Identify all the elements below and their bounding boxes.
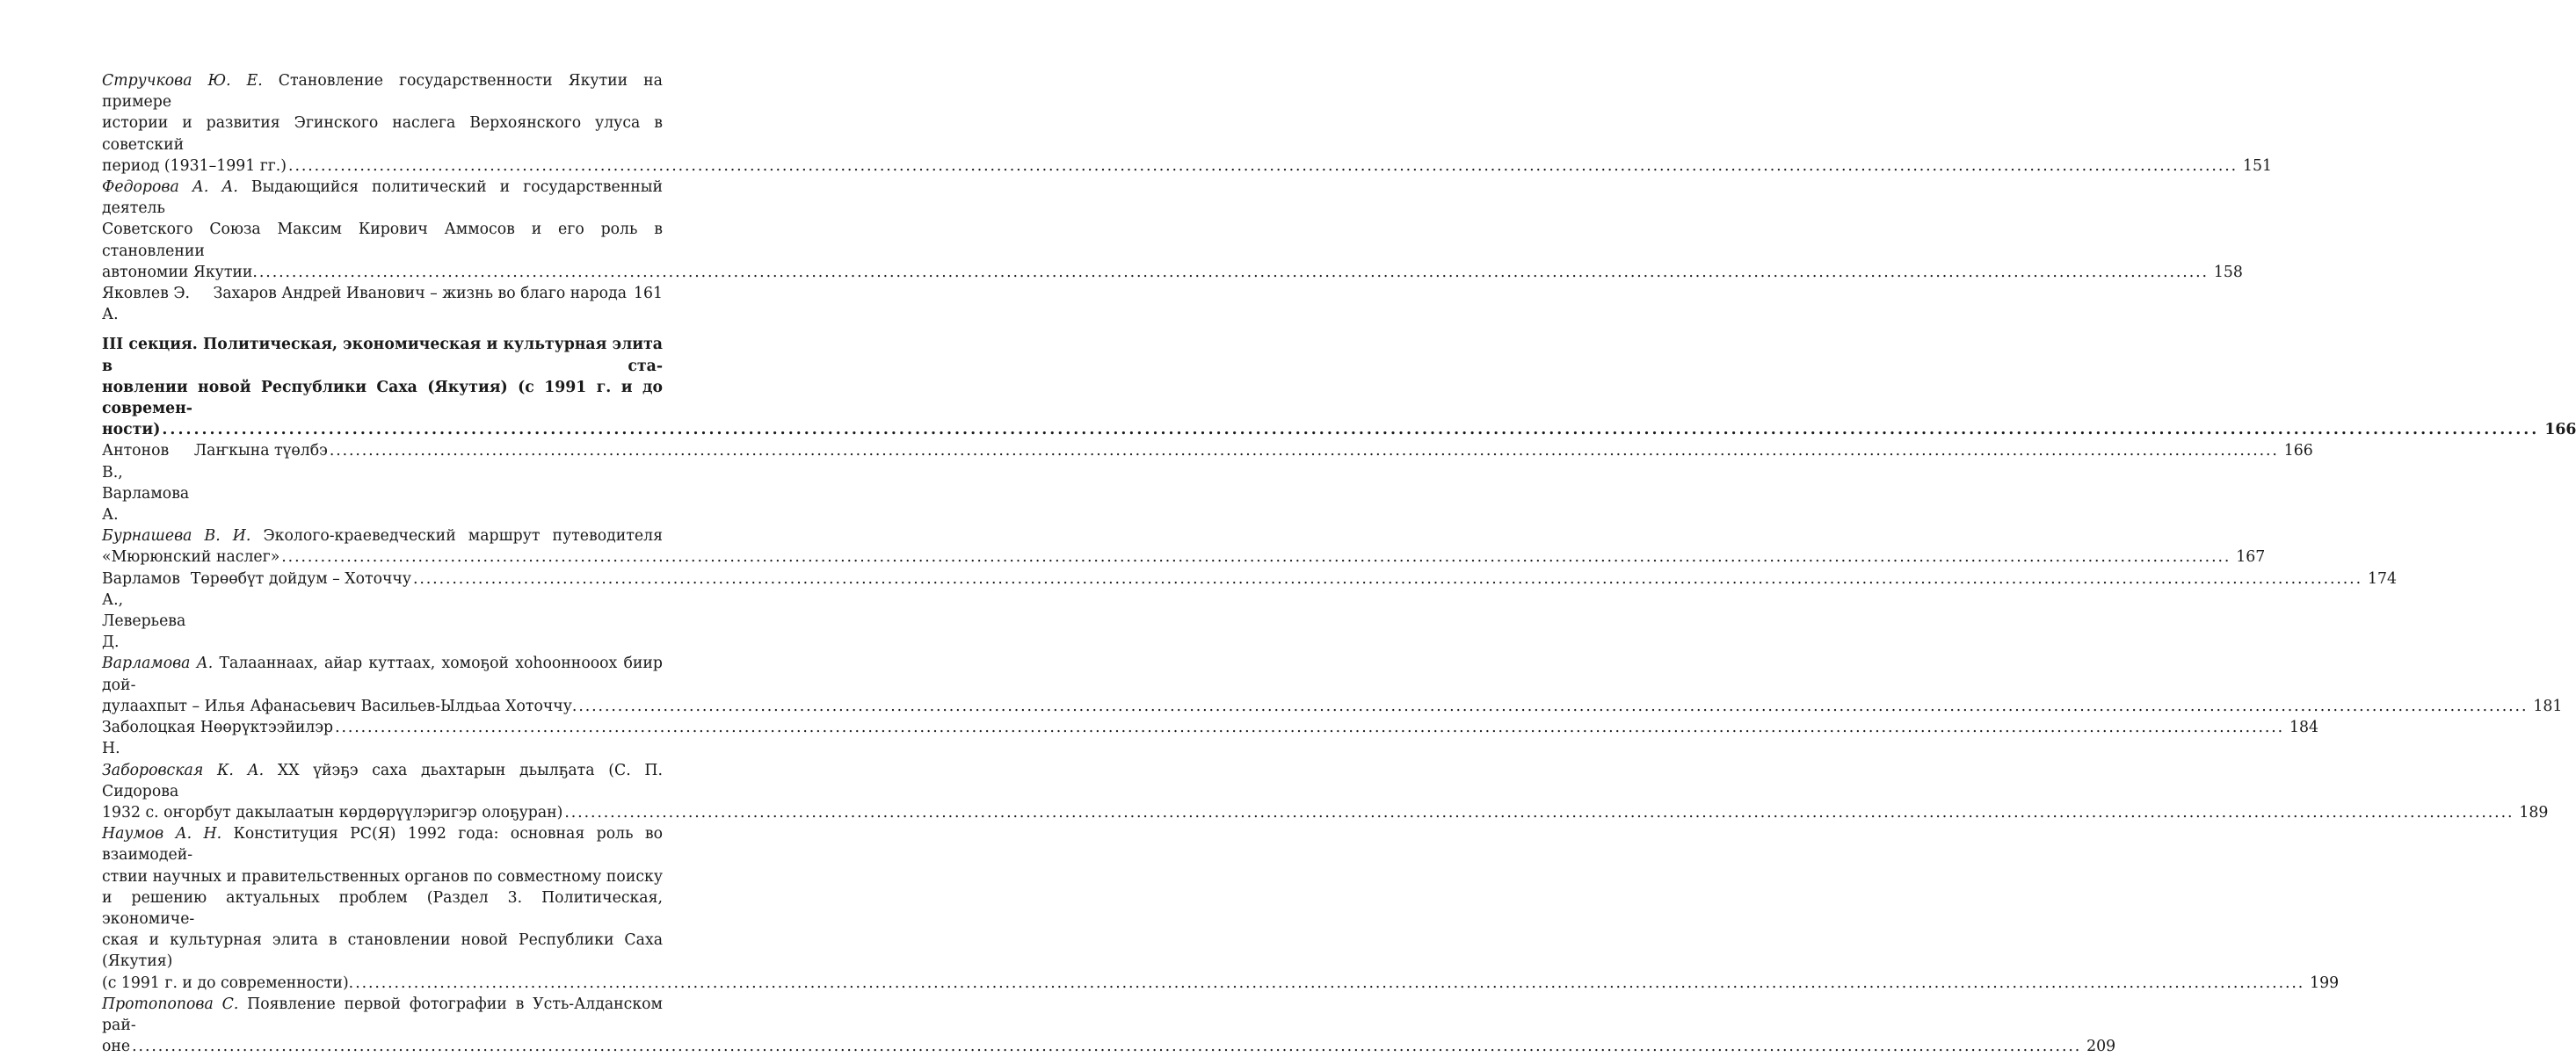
entry-title-end: (с 1991 г. и до современности). [102,974,354,992]
toc-entry [102,177,2243,283]
page-number: 158 [2213,263,2243,281]
entry-text: Советского Союза Максим Кирович Аммосов и его роль в становлении [102,221,663,260]
page-number: 151 [2243,156,2273,175]
dot-leader: ............................................................................................................................................................................................................................................................................................................ [281,548,2231,567]
entry-line [102,760,663,802]
dot-leader: ............................................................................................................................................................................................................................................................................................................ [132,1038,2082,1056]
page-number: 166 [2283,442,2313,460]
leader-line [102,696,2563,717]
toc-entry [102,823,2340,994]
entry-author: Яковлев Э. А. [102,285,191,324]
table-of-contents [102,70,2576,1057]
entry-title-end: Нөөрүктээйилэр [200,719,334,737]
leader-line [102,262,2243,283]
entry-line [102,866,663,887]
dot-leader: ............................................................................................................................................................................................................................................................................................................ [355,974,2305,992]
entry-text: Появление первой фотографии в Усть-Алданском рай- [102,995,663,1034]
entry-line [102,930,663,972]
leader-line [102,419,2576,440]
entry-author: Федорова А. А. [102,178,238,197]
leader-line [102,283,663,325]
dot-leader: ............................................................................................................................................................................................................................................................................................................ [335,719,2285,737]
entry-line [102,112,663,155]
entry-line [102,219,663,261]
entry-author: Варламова А. [102,655,214,673]
entry-line [102,653,663,695]
dot-leader: ............................................................................................................................................................................................................................................................................................................ [564,803,2514,822]
entry-author: Протопопова С. [102,995,239,1013]
dot-leader: ............................................................................................................................................................................................................................................................................................................ [162,421,2540,439]
entry-line [102,994,663,1036]
entry-title-end: оне [102,1038,131,1056]
entry-author: Заболоцкая Н. [102,719,196,758]
page-number: 184 [2289,719,2319,737]
entry-title-end: дулаахпыт – Илья Афанасьевич Васильев-Ылдьаа Хоточчу. [102,697,577,715]
section-line: новлении новой Республики Саха (Якутия) (с 1991 г. и до современ- [102,378,663,418]
leader-line [102,440,2313,525]
entry-text: Выдающийся политический и государственный деятель [102,178,663,218]
toc-entry [102,994,2116,1057]
entry-text: Конституция РС(Я) 1992 года: основная роль во взаимодей- [102,825,663,865]
page-number: 209 [2086,1038,2116,1056]
entry-text: Становление государственности Якутии на примере [102,72,663,112]
toc-entry [102,653,2563,717]
toc-entry [102,440,2313,525]
page-number: 174 [2367,569,2397,588]
leader-line [102,568,2397,654]
page-number: 189 [2519,803,2549,822]
entry-author: Стручкова Ю. Е. [102,72,263,90]
entry-line [102,887,663,930]
entry-title-end: автономии Якутии. [102,263,258,281]
entry-title-end: ности) [102,421,161,439]
entry-text: XX үйэҕэ саха дьахтарын дьылҕата (С. П. Сидорова [102,761,663,800]
section-line: III секция. Политическая, экономическая и культурная элита в ста- [102,336,663,375]
entry-author: Антонов В., Варламова А. [102,442,190,525]
entry-text: ская и культурная элита в становлении новой Республики Саха (Якутия) [102,931,663,971]
entry-text: и решению актуальных проблем (Раздел 3. Политическая, экономиче- [102,888,663,928]
entry-text: ствии научных и правительственных органов по совместному поиску [102,867,663,886]
dot-leader: ............................................................................................................................................................................................................................................................................................................ [258,263,2209,281]
dot-leader: ............................................................................................................................................................................................................................................................................................................ [288,156,2239,175]
entry-author: Варламов А., Леверьева Д. [102,569,186,652]
entry-text: Эколого-краеведческий маршрут путеводителя [263,527,663,546]
leader-line [102,1036,2116,1057]
toc-entry [102,525,2266,568]
leader-line [102,717,2319,759]
page-number: 199 [2310,974,2340,992]
toc-entries-top [102,70,2273,325]
toc-entry [102,568,2397,654]
page-number: 167 [2236,548,2266,567]
page-number: 181 [2533,697,2563,715]
page-number: 161 [634,285,663,303]
leader-line [102,973,2340,994]
entry-title-end: Захаров Андрей Иванович – жизнь во благо народа [213,285,627,303]
toc-entry [102,70,2273,177]
entry-author: Заборовская К. А. [102,761,265,779]
entry-title-end: Төрөөбүт дойдум – Хоточчу [190,569,411,588]
dot-leader: ............................................................................................................................................................................................................................................................................................................ [578,697,2529,715]
entry-line [102,177,663,219]
toc-entry [102,760,2549,824]
entry-title-end: Лаҥкына түөлбэ [193,442,328,460]
leader-line [102,156,2273,177]
toc-entries-bottom [102,440,2563,1057]
entry-line [102,525,663,547]
entry-line [102,70,663,112]
entry-line [102,823,663,865]
section-heading [102,334,2576,440]
entry-text: истории и развития Эгинского наслега Верхоянского улуса в советский [102,114,663,154]
entry-author: Наумов А. Н. [102,825,222,843]
dot-leader: ............................................................................................................................................................................................................................................................................................................ [329,442,2279,460]
toc-entry [102,717,2319,759]
leader-line [102,802,2549,823]
toc-entry [102,283,663,325]
page-number: 166 [2544,421,2576,439]
entry-title-end: период (1931–1991 гг.) [102,156,287,175]
entry-text: Талааннаах, айар куттаах, хомоҕой хоһооннооох биир дой- [102,655,663,694]
leader-line [102,547,2266,568]
dot-leader: ............................................................................................................................................................................................................................................................................................................ [413,569,2362,588]
entry-title-end: «Мюрюнский наслег» [102,548,280,567]
entry-title-end: 1932 с. оҥорбут дакылаатын көрдөрүүлэригэр олоҕуран) [102,803,563,822]
entry-author: Бурнашева В. И. [102,527,251,546]
